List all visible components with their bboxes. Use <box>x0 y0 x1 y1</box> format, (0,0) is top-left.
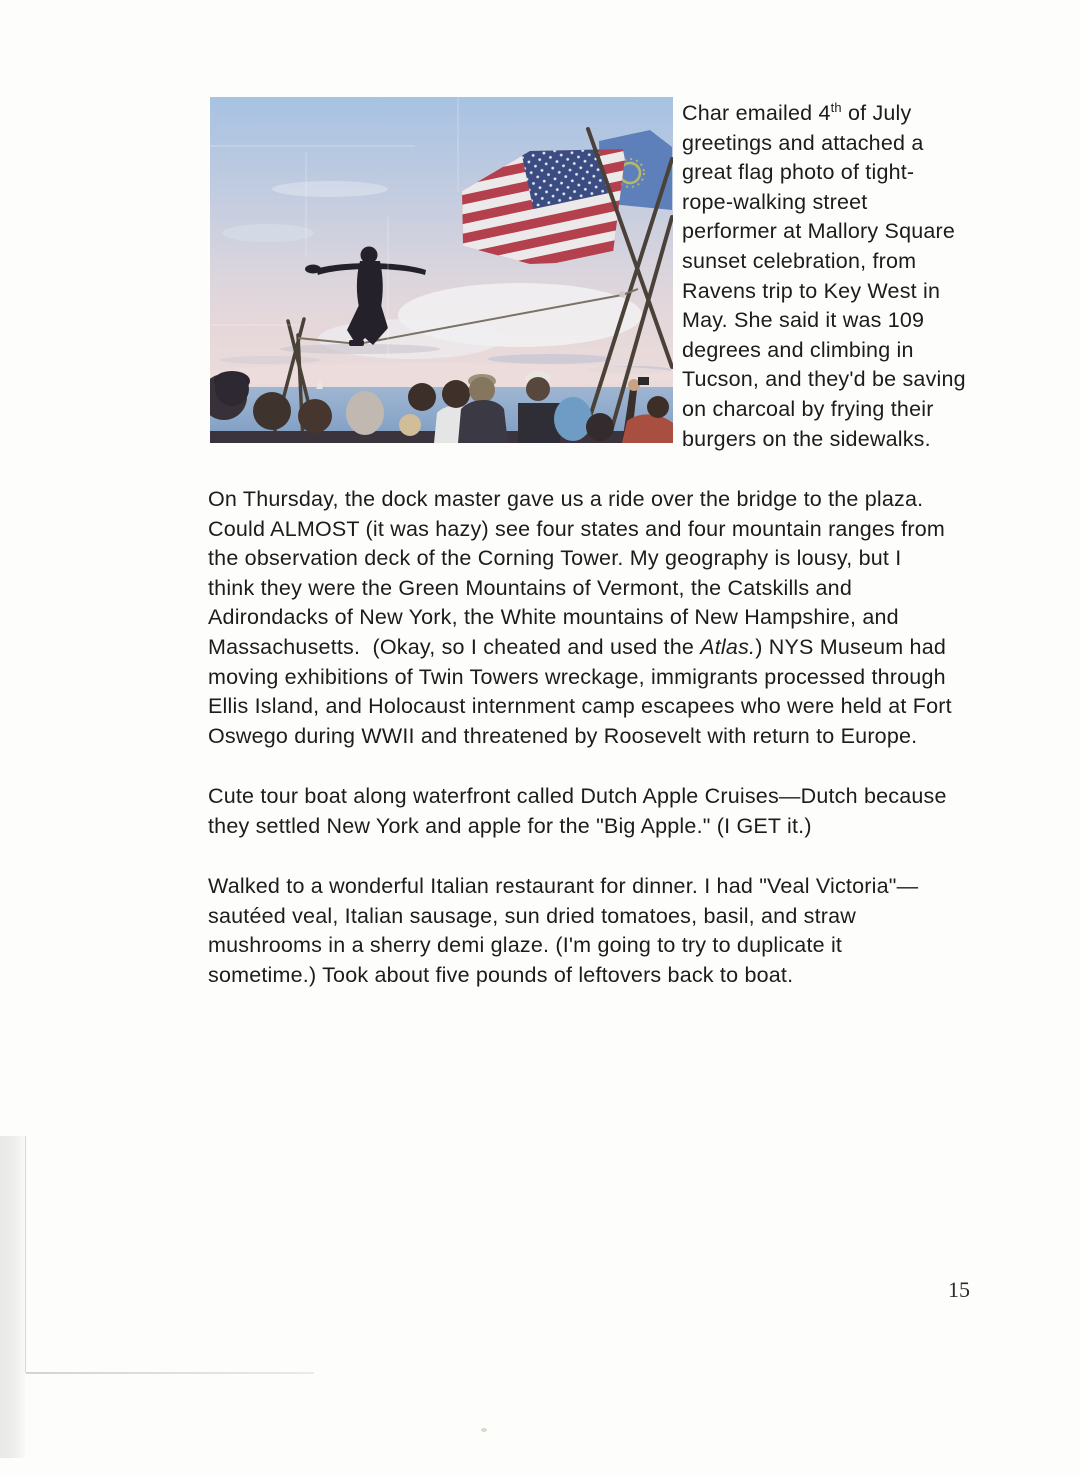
caption-line: degrees and climbing in <box>682 337 914 362</box>
body-text: Massachusetts. (Okay, so I cheated and used the <box>208 634 701 659</box>
body-line: Adirondacks of New York, the White mountains of New Hampshire, and <box>208 605 899 630</box>
caption-line: Tucson, and they'd be saving <box>682 367 966 392</box>
paragraph-tour-boat <box>208 782 947 841</box>
caption-line: great flag photo of tight- <box>682 160 915 185</box>
body-line: sometime.) Took about five pounds of leftovers back to boat. <box>208 962 794 987</box>
photo-canvas <box>210 97 673 443</box>
caption-line: greetings and attached a <box>682 130 924 155</box>
caption-line: rope-walking street <box>682 189 868 214</box>
caption-text: Char emailed 4 <box>682 101 831 125</box>
body-line: Could ALMOST (it was hazy) see four states and four mountain ranges from <box>208 516 945 541</box>
body-line: moving exhibitions of Twin Towers wreckage, immigrants processed through <box>208 664 946 689</box>
body-line: they settled New York and apple for the "Big Apple." (I GET it.) <box>208 813 812 838</box>
caption-line <box>682 99 966 129</box>
paragraph-restaurant <box>208 872 918 990</box>
caption-line: Ravens trip to Key West in <box>682 278 941 303</box>
body-line: On Thursday, the dock master gave us a ride over the bridge to the plaza. <box>208 487 924 511</box>
superscript-th: th <box>830 99 842 115</box>
paragraph-thursday <box>208 485 952 751</box>
page-number: 15 <box>948 1277 970 1302</box>
body-text: ) NYS Museum had <box>755 634 947 659</box>
body-line: Cute tour boat along waterfront called Dutch Apple Cruises—Dutch because <box>208 784 947 808</box>
body-line: Ellis Island, and Holocaust internment camp escapees who were held at Fort <box>208 694 952 719</box>
body-line: Oswego during WWII and threatened by Roosevelt with return to Europe. <box>208 723 918 748</box>
body-line: the observation deck of the Corning Tower. My geography is lousy, but I <box>208 546 902 571</box>
body-line <box>208 633 952 663</box>
caption-text: of July <box>841 101 912 125</box>
body-line: Walked to a wonderful Italian restaurant for dinner. I had "Veal Victoria"— <box>208 874 919 898</box>
body-line: sautéed veal, Italian sausage, sun dried tomatoes, basil, and straw <box>208 903 857 928</box>
scan-artifact-hline <box>26 1372 314 1374</box>
body-line: think they were the Green Mountains of Vermont, the Catskills and <box>208 575 852 600</box>
caption-line: sunset celebration, from <box>682 248 917 273</box>
body-line: mushrooms in a sherry demi glaze. (I'm going to try to duplicate it <box>208 933 843 958</box>
scan-speck <box>481 1428 487 1432</box>
rope-knot <box>619 291 625 297</box>
caption-line: burgers on the sidewalks. <box>682 426 931 451</box>
scan-artifact-strip <box>0 1136 25 1458</box>
scan-artifact-vline <box>25 1136 26 1373</box>
atlas-italic: Atlas. <box>700 634 756 659</box>
caption-line: May. She said it was 109 <box>682 308 925 333</box>
caption-line: on charcoal by frying their <box>682 396 934 421</box>
caption-line: performer at Mallory Square <box>682 219 956 244</box>
flag-performer-photo <box>210 97 673 443</box>
caption-paragraph <box>682 99 966 454</box>
